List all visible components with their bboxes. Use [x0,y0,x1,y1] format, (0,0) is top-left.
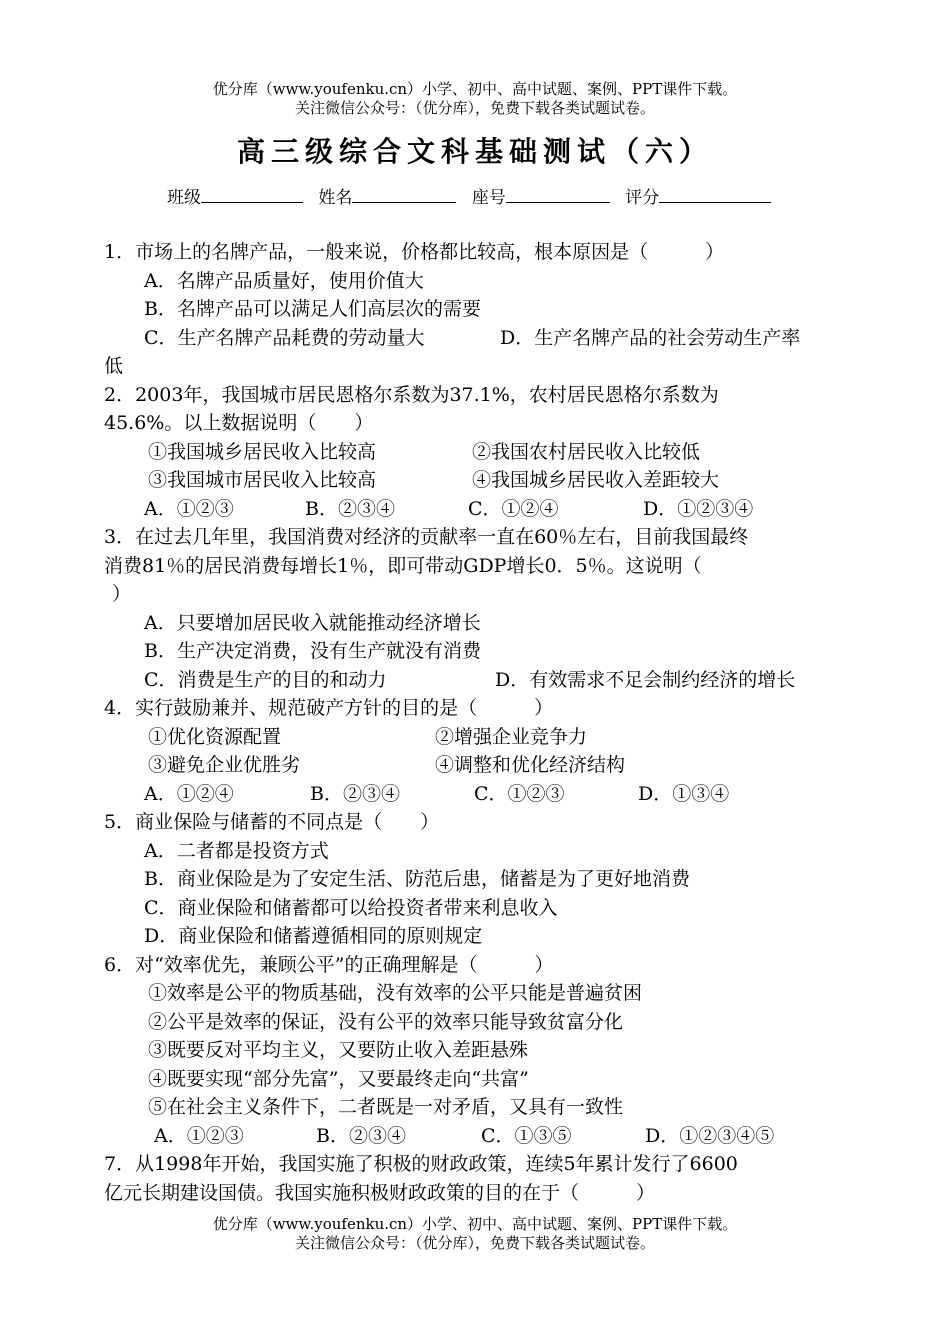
q2-item-4: ④我国城乡居民收入差距较大 [472,469,720,491]
q2-item-1: ①我国城乡居民收入比较高 [148,441,377,463]
q1-option-d-cont: 低 [104,355,124,377]
q5-stem: 5．商业保险与储蓄的不同点是（ ） [104,811,440,833]
q2-item-3: ③我国城市居民收入比较高 [148,469,377,491]
q4-item-3: ③避免企业优胜劣 [148,754,301,776]
q1-option-a: A．名牌产品质量好，使用价值大 [144,270,424,292]
footer-line-2: 关注微信公众号：（优分库），免费下载各类试题试卷。 [294,1234,655,1252]
q2-option-d: D．①②③④ [643,498,754,520]
header-line-2: 关注微信公众号：（优分库），免费下载各类试题试卷。 [294,99,655,117]
seat-blank[interactable] [506,184,610,203]
q3-stem-line-3: ） [112,583,132,605]
q4-option-b: B．②③④ [310,783,400,805]
score-blank[interactable] [659,184,771,203]
q6-item-1: ①效率是公平的物质基础，没有效率的公平只能是普遍贫困 [148,982,643,1004]
q4-option-c: C．①②③ [474,783,565,805]
name-label: 姓名 [318,188,353,208]
q2-option-a: A．①②③ [144,498,234,520]
q1-stem: 1．市场上的名牌产品，一般来说，价格都比较高，根本原因是（ ） [104,241,725,263]
student-info-line [167,184,781,210]
q3-option-d: D．有效需求不足会制约经济的增长 [495,669,796,691]
q2-option-c: C．①②④ [468,498,559,520]
q6-item-2: ②公平是效率的保证，没有公平的效率只能导致贫富分化 [148,1011,624,1033]
q3-stem-line-2: 消费81％的居民消费每增长1％，即可带动GDP增长0．5％。这说明（ [104,555,702,577]
q6-item-5: ⑤在社会主义条件下，二者既是一对矛盾，又具有一致性 [148,1096,624,1118]
q7-stem-line-2: 亿元长期建设国债。我国实施积极财政政策的目的在于（ ） [104,1182,656,1204]
seat-label: 座号 [471,188,506,208]
q5-option-c: C．商业保险和储蓄都可以给投资者带来利息收入 [144,897,558,919]
q1-option-c: C．生产名牌产品耗费的劳动量大 [144,327,425,349]
q2-item-2: ②我国农村居民收入比较低 [472,441,701,463]
q7-stem-line-1: 7．从1998年开始，我国实施了积极的财政政策，连续5年累计发行了6600 [104,1153,738,1175]
q6-item-3: ③既要反对平均主义，又要防止收入差距悬殊 [148,1039,529,1061]
q4-option-a: A．①②④ [144,783,234,805]
class-blank[interactable] [201,184,303,203]
q6-stem: 6．对“效率优先，兼顾公平”的正确理解是（ ） [104,954,554,976]
q6-option-a: A．①②③ [154,1125,244,1147]
q5-option-b: B．商业保险是为了安定生活、防范后患，储蓄是为了更好地消费 [144,868,690,890]
q2-stem-line-1: 2．2003年，我国城市居民恩格尔系数为37.1%，农村居民恩格尔系数为 [104,384,719,406]
q5-option-a: A．二者都是投资方式 [144,840,329,862]
header-line-1: 优分库（www.youfenku.cn）小学、初中、高中试题、案例、PPT课件下载。 [212,80,738,98]
q1-option-d: D．生产名牌产品的社会劳动生产率 [500,327,801,349]
q4-item-1: ①优化资源配置 [148,726,282,748]
q3-option-c: C．消费是生产的目的和动力 [144,669,387,691]
q3-option-a: A．只要增加居民收入就能推动经济增长 [144,612,481,634]
q6-option-b: B．②③④ [316,1125,406,1147]
q6-option-c: C．①③⑤ [481,1125,572,1147]
q2-option-b: B．②③④ [305,498,395,520]
class-label: 班级 [167,188,201,208]
footer-line-1: 优分库（www.youfenku.cn）小学、初中、高中试题、案例、PPT课件下载。 [212,1215,738,1233]
name-blank[interactable] [352,184,456,203]
q6-option-d: D．①②③④⑤ [645,1125,775,1147]
q3-option-b: B．生产决定消费，没有生产就没有消费 [144,640,481,662]
q6-item-4: ④既要实现“部分先富”，又要最终走向“共富” [148,1068,529,1090]
q1-option-b: B．名牌产品可以满足人们高层次的需要 [144,298,481,320]
score-label: 评分 [625,188,660,208]
q4-option-d: D．①③④ [638,783,730,805]
q3-stem-line-1: 3．在过去几年里，我国消费对经济的贡献率一直在60％左右，目前我国最终 [104,526,749,548]
q5-option-d: D．商业保险和储蓄遵循相同的原则规定 [144,925,483,947]
q4-item-4: ④调整和优化经济结构 [435,754,626,776]
page-title: 高三级综合文科基础测试（六） [236,135,713,168]
q4-stem: 4．实行鼓励兼并、规范破产方针的目的是（ ） [104,697,554,719]
q2-stem-line-2: 45.6%。以上数据说明（ ） [104,412,374,434]
q4-item-2: ②增强企业竞争力 [435,726,588,748]
